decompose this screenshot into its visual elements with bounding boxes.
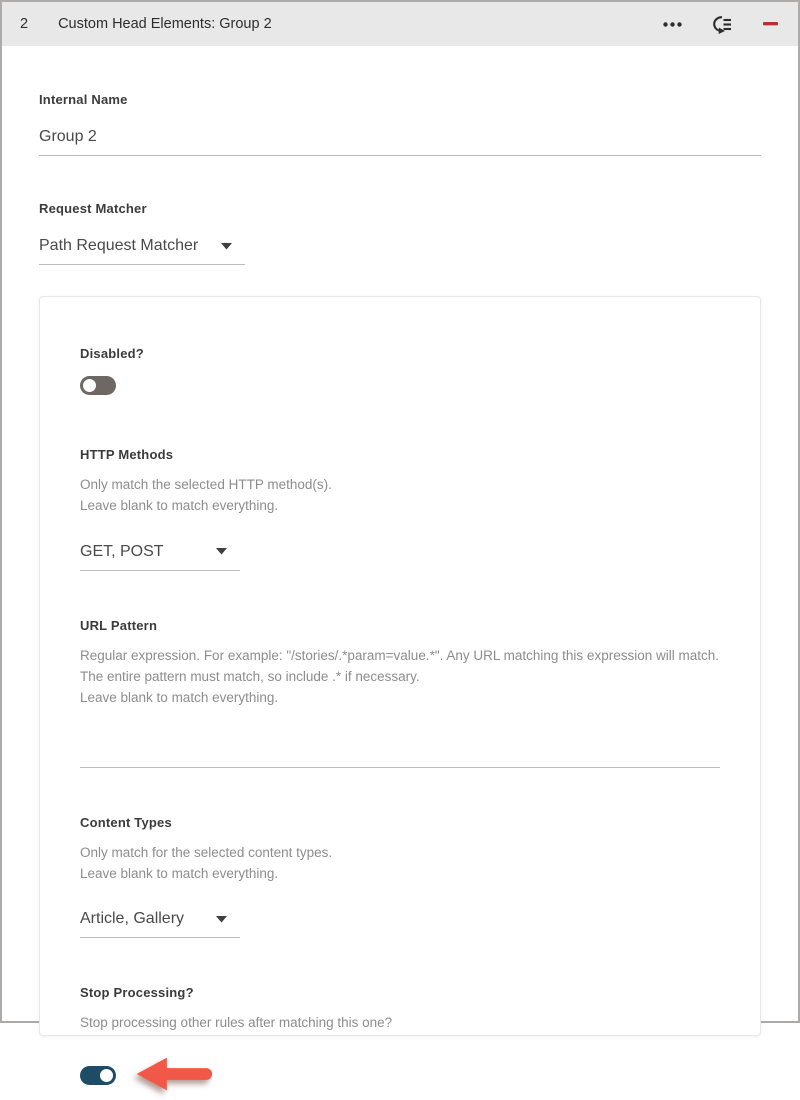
url-pattern-label: URL Pattern [80,617,158,633]
url-pattern-help-1: Regular expression. For example: "/stories/.*param=value.*". Any URL matching this expression will match. The entire pattern must match, so include .* if necessary. [80,647,719,684]
content-types-value: Article, Gallery [80,910,185,928]
stop-processing-help: Stop processing other rules after matching this one? [80,1015,393,1031]
remove-item-icon[interactable] [763,22,778,26]
url-pattern-section [80,618,720,768]
request-matcher-dropdown[interactable] [39,237,245,265]
request-matcher-card [39,296,761,1036]
caret-down-icon [216,916,227,923]
http-methods-label: HTTP Methods [80,447,174,462]
stop-processing-section [80,985,720,1099]
toggle-knob [83,379,96,392]
internal-name-input[interactable]: Group 2 [39,128,761,156]
request-matcher-label: Request Matcher [39,201,147,216]
disabled-toggle[interactable] [80,376,116,395]
http-methods-help-1: Only match the selected HTTP method(s). [80,477,332,492]
content-types-section [80,815,720,939]
content-types-help-2: Leave blank to match everything. [80,865,279,881]
http-methods-help-2: Leave blank to match everything. [80,498,279,514]
http-methods-value: GET, POST [80,542,164,560]
url-pattern-input[interactable] [80,738,720,768]
form-body [2,46,798,1036]
content-types-dropdown[interactable] [80,910,240,938]
caret-down-icon [221,243,232,250]
disabled-label: Disabled? [80,346,144,361]
caret-down-icon [216,548,227,555]
stop-processing-toggle[interactable] [80,1066,116,1085]
more-options-icon[interactable] [663,22,682,27]
revisions-reorder-icon[interactable] [712,14,733,35]
red-annotation-arrow-icon [133,1053,219,1100]
internal-name-label: Internal Name [39,92,128,107]
disabled-section [80,346,720,400]
item-index: 2 [20,16,29,32]
http-methods-section [80,447,720,571]
toggle-knob [100,1069,113,1082]
header-actions [663,14,778,35]
item-header-bar [2,2,798,46]
http-methods-dropdown[interactable] [80,543,240,571]
content-types-help-1: Only match for the selected content types. [80,844,333,860]
request-matcher-value: Path Request Matcher [39,237,199,254]
item-title: Custom Head Elements: Group 2 [58,16,272,32]
url-pattern-help-2: Leave blank to match everything. [80,690,279,706]
content-types-label: Content Types [80,814,172,830]
stop-processing-label: Stop Processing? [80,985,194,1001]
